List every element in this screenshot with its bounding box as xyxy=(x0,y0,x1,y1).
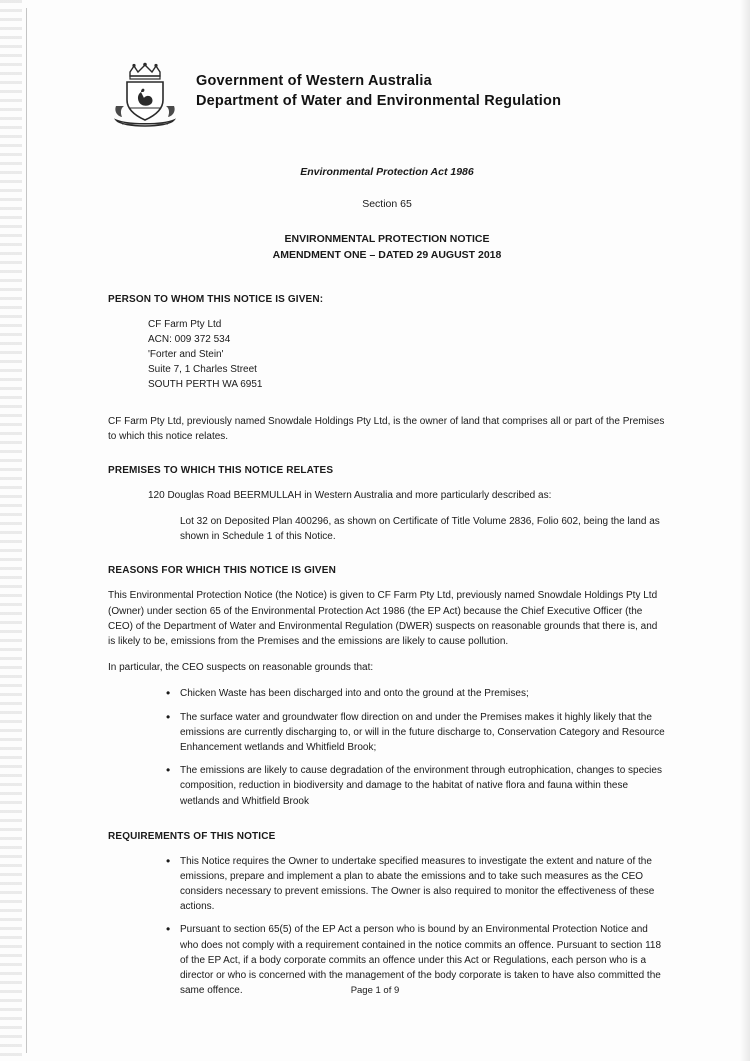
addressee-line: Suite 7, 1 Charles Street xyxy=(148,363,257,375)
reason-bullet-list xyxy=(108,686,666,808)
document-content xyxy=(108,62,666,1010)
requirements-heading: REQUIREMENTS OF THIS NOTICE xyxy=(108,830,276,842)
heading-block xyxy=(108,166,666,264)
person-heading: PERSON TO WHOM THIS NOTICE IS GIVEN: xyxy=(108,293,324,305)
requirement-bullet-item: • This Notice requires the Owner to undertake specified measures to investigate the extent and nature of the emissions, prepare and implement a plan to abate the emissions and to take such measures as the CEO considers necessary to prevent emissions. The Owner is also required to monitor the effectiveness of these actions. xyxy=(166,854,666,915)
government-name: Government of Western Australia xyxy=(196,73,432,89)
reason-bullet-item: • The emissions are likely to cause degradation of the environment through eutrophication, changes to species composition, reduction in biodiversity and damage to the habitat of native flora and fauna within these wetlands and Whitfield Brook xyxy=(166,763,666,809)
notice-title-line-1: ENVIRONMENTAL PROTECTION NOTICE xyxy=(284,233,490,245)
premises-legal-description: Lot 32 on Deposited Plan 400296, as shown on Certificate of Title Volume 2836, Folio 602, being the land as shown in Schedule 1 of this Notice. xyxy=(180,516,660,543)
act-citation: Environmental Protection Act 1986 xyxy=(300,166,474,178)
masthead xyxy=(108,62,666,132)
addressee-line: ACN: 009 372 534 xyxy=(148,333,231,345)
masthead-title xyxy=(196,62,561,111)
section-citation: Section 65 xyxy=(362,198,412,210)
addressee-line: 'Forter and Stein' xyxy=(148,348,224,360)
page-footer: Page 1 of 9 xyxy=(350,985,400,996)
scan-artefact-right-margin xyxy=(740,0,750,1061)
addressee-line: SOUTH PERTH WA 6951 xyxy=(148,378,263,390)
reason-bullet-item: • The surface water and groundwater flow direction on and under the Premises makes it highly likely that the emissions are currently discharging to, or will in the future discharge to, Conservation Category and Resource Enhancement wetlands and Whitfield Brook; xyxy=(166,710,666,756)
reasons-paragraph: This Environmental Protection Notice (the Notice) is given to CF Farm Pty Ltd, previously named Snowdale Holdings Pty Ltd (Owner) under section 65 of the Environmental Protection Act 1986 (the EP Act) because the Chief Executive Officer (the CEO) of the Department of Water and Environmental Regulation (DWER) suspects on reasonable grounds that there is, and is likely to be, emissions from the Premises and the emissions are likely to cause pollution. xyxy=(108,590,658,648)
addressee-block xyxy=(148,317,666,392)
addressee-line: CF Farm Pty Ltd xyxy=(148,318,222,330)
owner-paragraph: CF Farm Pty Ltd, previously named Snowdale Holdings Pty Ltd, is the owner of land that comprises all or part of the Premises to which this notice relates. xyxy=(108,415,665,442)
requirement-bullet-list xyxy=(108,854,666,999)
scan-artefact-edge-line xyxy=(26,8,27,1053)
scan-artefact-left-margin xyxy=(0,0,22,1061)
department-name: Department of Water and Environmental Regulation xyxy=(196,92,562,109)
premises-heading: PREMISES TO WHICH THIS NOTICE RELATES xyxy=(108,464,334,476)
reasons-heading: REASONS FOR WHICH THIS NOTICE IS GIVEN xyxy=(108,565,336,577)
premises-address: 120 Douglas Road BEERMULLAH in Western Australia and more particularly described as: xyxy=(148,489,552,501)
requirement-bullet-item: • Pursuant to section 65(5) of the EP Act a person who is bound by an Environmental Protection Notice and who does not comply with a requirement contained in the notice commits an offence. Pursuant to section 118 of the EP Act, if a body corporate commits an offence under this Act or Regulations, each person who is a director or who is concerned with the management of the body corporate is taken to have also committed the same offence. xyxy=(166,922,666,998)
notice-title-line-2: AMENDMENT ONE – DATED 29 AUGUST 2018 xyxy=(272,249,502,262)
reason-bullet-item: • Chicken Waste has been discharged into and onto the ground at the Premises; xyxy=(166,686,666,701)
wa-state-crest-icon xyxy=(108,62,182,132)
in-particular-lead-in: In particular, the CEO suspects on reasonable grounds that: xyxy=(108,662,374,674)
notice-title xyxy=(108,231,666,264)
